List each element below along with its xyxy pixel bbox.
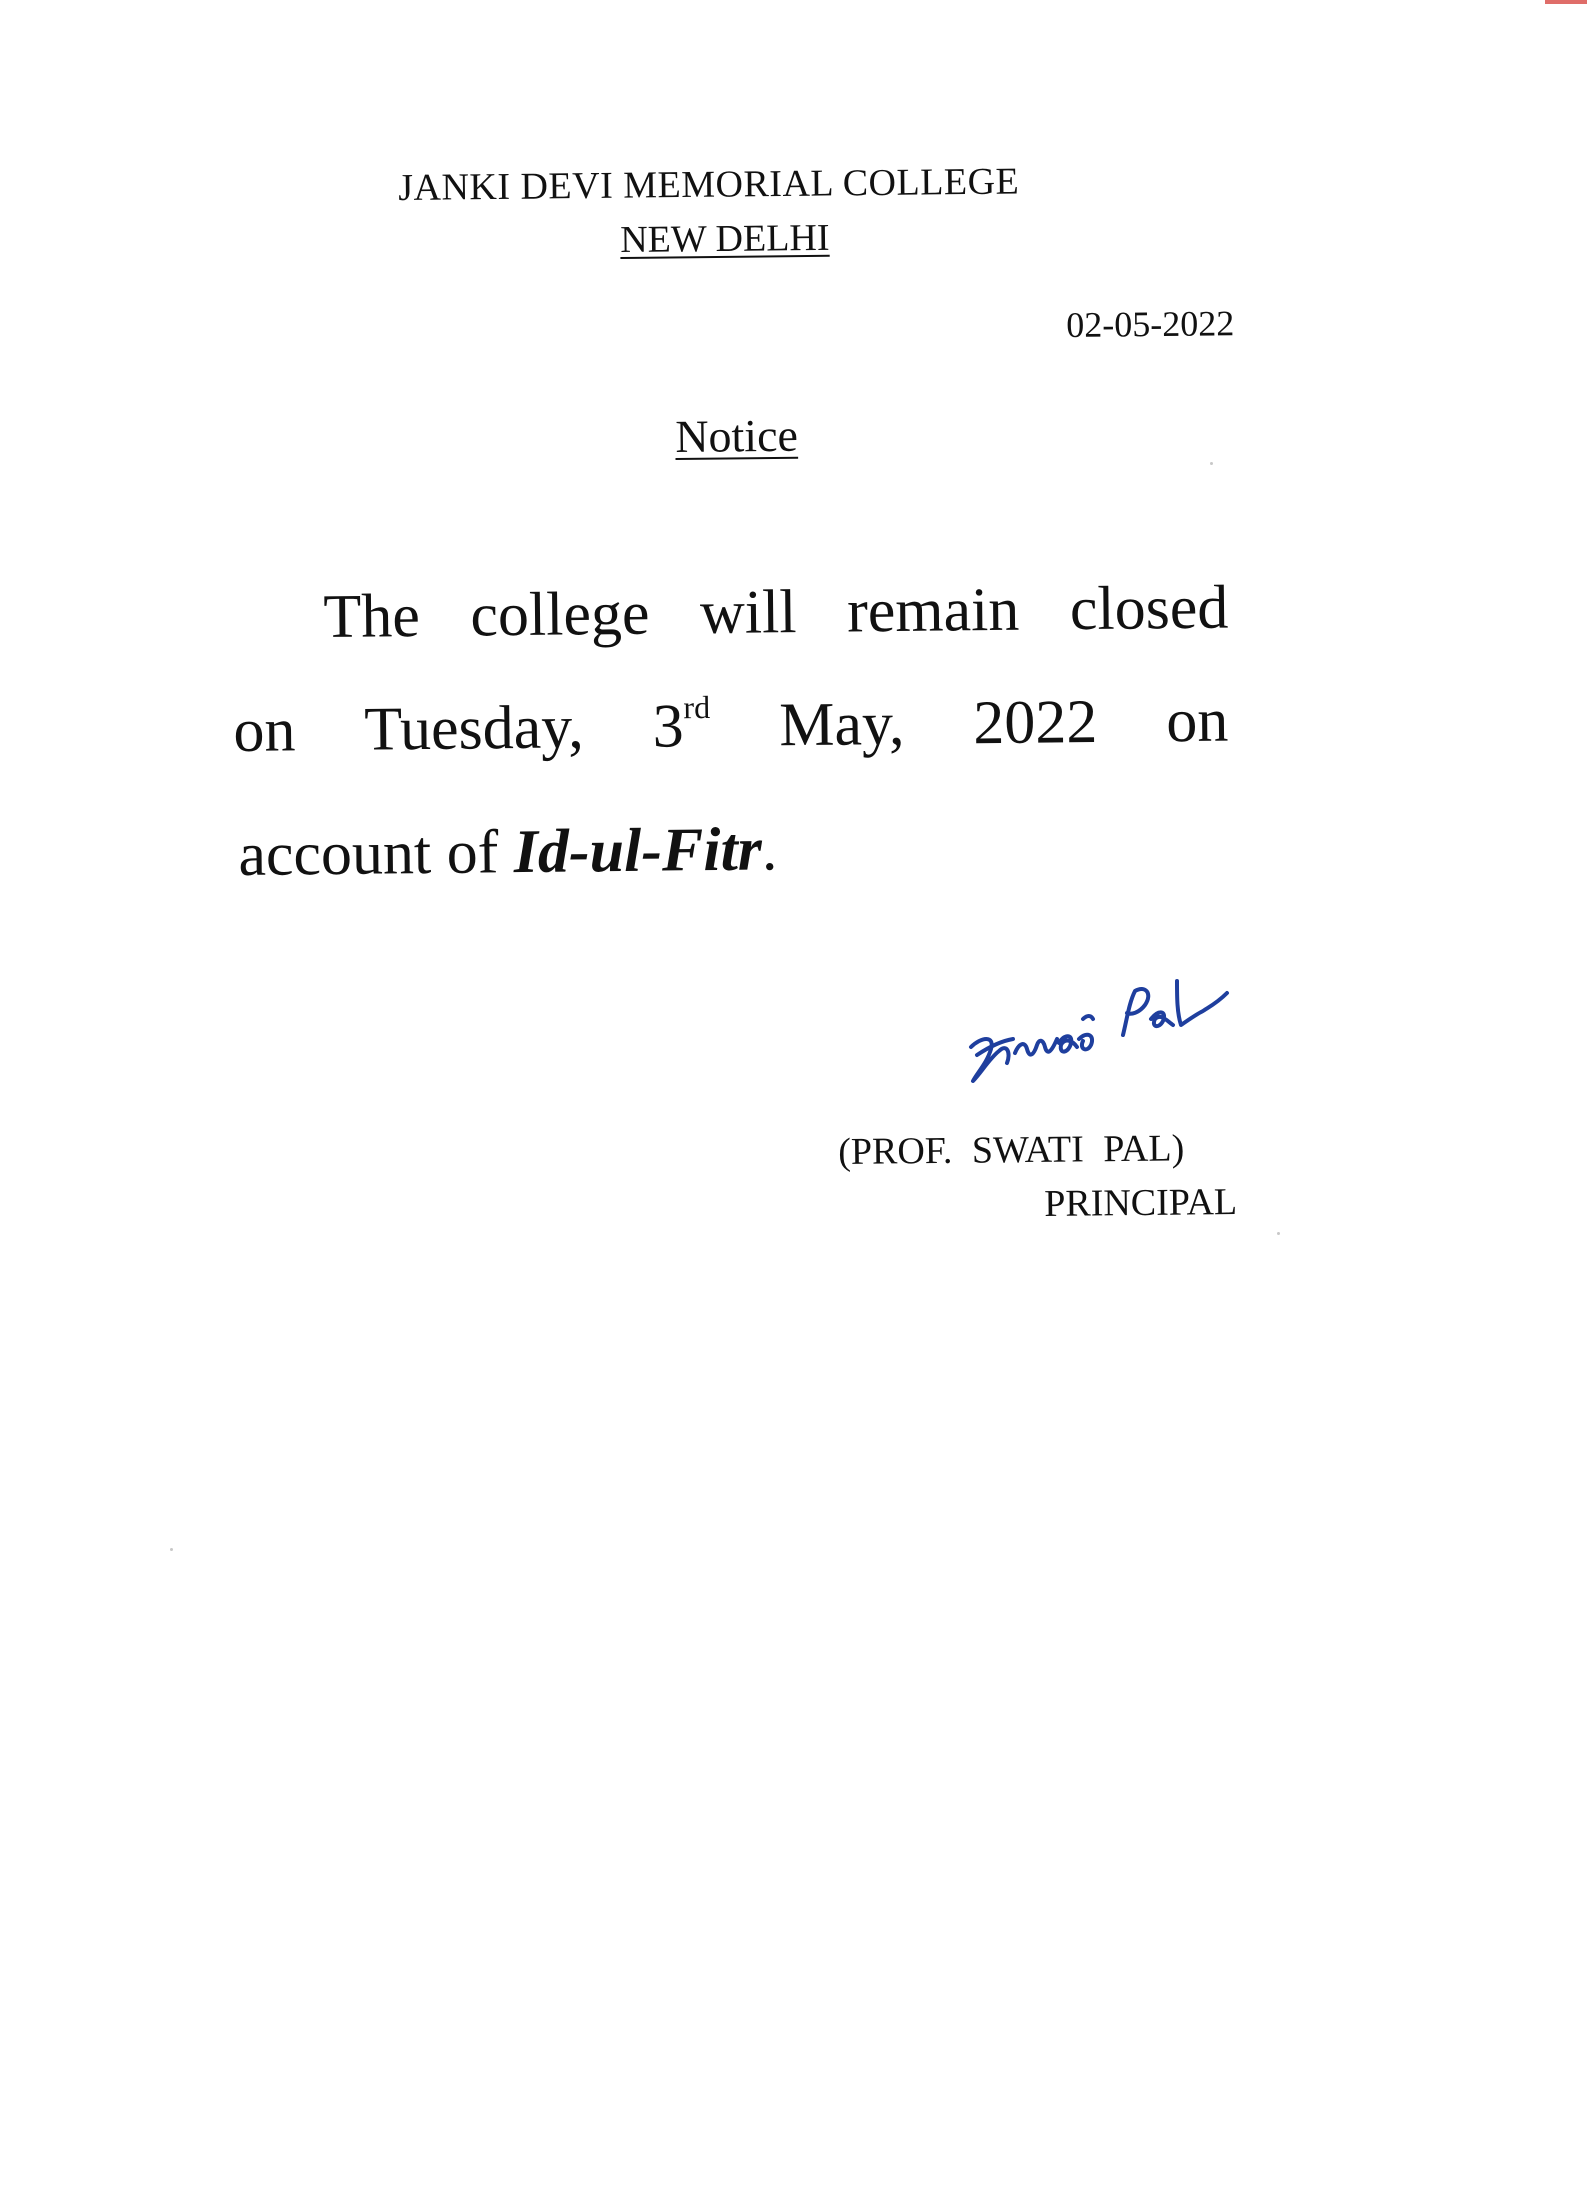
body-word: on bbox=[233, 696, 296, 765]
body-word: on bbox=[1165, 686, 1229, 756]
scan-speck bbox=[1277, 1232, 1280, 1235]
body-punctuation: . bbox=[761, 815, 778, 884]
body-word: The bbox=[323, 581, 421, 651]
body-word-month: May, bbox=[778, 689, 905, 760]
date-suffix: rd bbox=[683, 689, 711, 726]
body-text: account of bbox=[238, 818, 515, 889]
body-word: closed bbox=[1069, 573, 1229, 644]
occasion-name: Id-ul-Fitr bbox=[513, 815, 763, 887]
college-city: NEW DELHI bbox=[620, 216, 830, 261]
scan-edge-mark bbox=[1545, 0, 1587, 4]
body-word: will bbox=[699, 578, 797, 648]
body-word: college bbox=[470, 579, 650, 650]
scan-speck bbox=[170, 1548, 173, 1551]
scan-speck bbox=[1210, 462, 1213, 465]
notice-heading: Notice bbox=[675, 409, 799, 462]
college-name: JANKI DEVI MEMORIAL COLLEGE bbox=[398, 160, 1020, 209]
notice-body-line-1 bbox=[323, 573, 1229, 653]
notice-body-line-2 bbox=[233, 686, 1229, 767]
notice-body-line-3 bbox=[238, 814, 778, 891]
signatory-name: (PROF. SWATI PAL) bbox=[838, 1127, 1185, 1173]
body-word: remain bbox=[846, 575, 1020, 646]
body-word-day: Tuesday, bbox=[363, 693, 585, 764]
signatory-title: PRINCIPAL bbox=[1044, 1180, 1238, 1225]
notice-date: 02-05-2022 bbox=[1066, 303, 1235, 345]
date-number: 3 bbox=[652, 692, 684, 761]
principal-signature bbox=[955, 935, 1255, 1105]
closure-date-ordinal bbox=[652, 691, 710, 763]
body-word-year: 2022 bbox=[972, 687, 1098, 758]
